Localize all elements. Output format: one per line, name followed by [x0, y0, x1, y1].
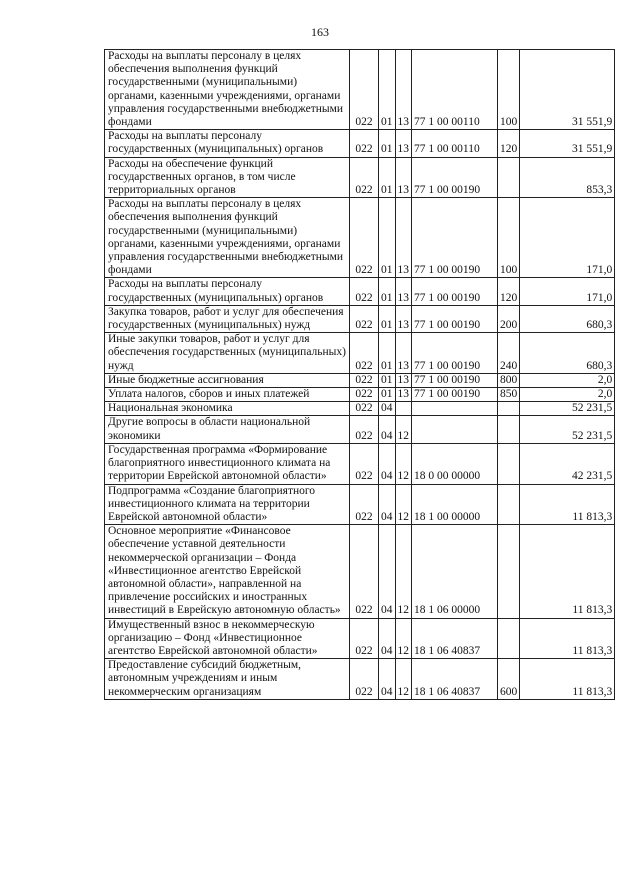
row-name-cell: Государственная программа «Формирование благоприятного инвестиционного климата на территории Еврейской автономной области»: [105, 443, 350, 484]
ved-code-cell: 022: [350, 278, 379, 305]
section-code-cell: 04: [379, 416, 396, 443]
row-name-cell: Иные закупки товаров, работ и услуг для обеспечения государственных (муниципальных) нужд: [105, 333, 350, 374]
subsection-code-cell: 13: [395, 305, 412, 332]
amount-cell: 171,0: [520, 278, 615, 305]
expense-type-code-cell: [498, 402, 520, 416]
target-article-code-cell: [412, 416, 498, 443]
section-code-cell: 01: [379, 198, 396, 278]
table-row: [105, 443, 615, 484]
expense-type-code-cell: [498, 525, 520, 618]
expense-type-code-cell: 850: [498, 388, 520, 402]
subsection-code-cell: 13: [395, 198, 412, 278]
row-name-cell: Расходы на обеспечение функций государственных органов, в том числе территориальных органов: [105, 157, 350, 198]
amount-cell: 31 551,9: [520, 50, 615, 130]
section-code-cell: 01: [379, 157, 396, 198]
table-row: [105, 416, 615, 443]
amount-cell: 31 551,9: [520, 130, 615, 157]
target-article-code-cell: 18 0 00 00000: [412, 443, 498, 484]
target-article-code-cell: 18 1 06 40837: [412, 618, 498, 659]
expense-type-code-cell: [498, 416, 520, 443]
section-code-cell: 04: [379, 618, 396, 659]
amount-cell: 680,3: [520, 333, 615, 374]
row-name-cell: Расходы на выплаты персоналу в целях обеспечения выполнения функций государственными (муниципальными) органами, казенными учреждениями, органами управления государственными внебюджетными фондами: [105, 50, 350, 130]
subsection-code-cell: 13: [395, 278, 412, 305]
row-name-cell: Закупка товаров, работ и услуг для обеспечения государственных (муниципальных) нужд: [105, 305, 350, 332]
ved-code-cell: 022: [350, 157, 379, 198]
subsection-code-cell: 12: [395, 443, 412, 484]
ved-code-cell: 022: [350, 50, 379, 130]
subsection-code-cell: 12: [395, 618, 412, 659]
expense-type-code-cell: 100: [498, 50, 520, 130]
section-code-cell: 01: [379, 50, 396, 130]
expense-type-code-cell: [498, 484, 520, 525]
subsection-code-cell: 13: [395, 373, 412, 387]
target-article-code-cell: 77 1 00 00110: [412, 130, 498, 157]
section-code-cell: 01: [379, 305, 396, 332]
table-row: [105, 305, 615, 332]
amount-cell: 52 231,5: [520, 402, 615, 416]
target-article-code-cell: [412, 402, 498, 416]
target-article-code-cell: 77 1 00 00190: [412, 373, 498, 387]
ved-code-cell: 022: [350, 618, 379, 659]
expense-type-code-cell: 240: [498, 333, 520, 374]
table-row: [105, 659, 615, 700]
row-name-cell: Расходы на выплаты персоналу в целях обеспечения выполнения функций государственными (муниципальными) органами, казенными учреждениями, органами управления государственными внебюджетными фондами: [105, 198, 350, 278]
subsection-code-cell: 13: [395, 333, 412, 374]
target-article-code-cell: 77 1 00 00190: [412, 278, 498, 305]
subsection-code-cell: 12: [395, 484, 412, 525]
amount-cell: 52 231,5: [520, 416, 615, 443]
ved-code-cell: 022: [350, 198, 379, 278]
table-row: [105, 198, 615, 278]
subsection-code-cell: 12: [395, 525, 412, 618]
ved-code-cell: 022: [350, 416, 379, 443]
table-row: [105, 333, 615, 374]
subsection-code-cell: 13: [395, 50, 412, 130]
ved-code-cell: 022: [350, 402, 379, 416]
amount-cell: 11 813,3: [520, 659, 615, 700]
table-row: [105, 157, 615, 198]
row-name-cell: Иные бюджетные ассигнования: [105, 373, 350, 387]
subsection-code-cell: [395, 402, 412, 416]
table-row: [105, 402, 615, 416]
ved-code-cell: 022: [350, 373, 379, 387]
target-article-code-cell: 18 1 00 00000: [412, 484, 498, 525]
amount-cell: 42 231,5: [520, 443, 615, 484]
subsection-code-cell: 13: [395, 130, 412, 157]
amount-cell: 680,3: [520, 305, 615, 332]
amount-cell: 853,3: [520, 157, 615, 198]
expense-type-code-cell: 800: [498, 373, 520, 387]
section-code-cell: 01: [379, 333, 396, 374]
section-code-cell: 04: [379, 525, 396, 618]
expense-type-code-cell: 600: [498, 659, 520, 700]
target-article-code-cell: 18 1 06 00000: [412, 525, 498, 618]
table-row: [105, 388, 615, 402]
target-article-code-cell: 77 1 00 00190: [412, 305, 498, 332]
target-article-code-cell: 77 1 00 00190: [412, 388, 498, 402]
budget-table: [104, 49, 615, 700]
row-name-cell: Расходы на выплаты персоналу государственных (муниципальных) органов: [105, 278, 350, 305]
ved-code-cell: 022: [350, 484, 379, 525]
target-article-code-cell: 77 1 00 00110: [412, 50, 498, 130]
section-code-cell: 01: [379, 388, 396, 402]
row-name-cell: Основное мероприятие «Финансовое обеспечение уставной деятельности некоммерческой организации – Фонда «Инвестиционное агентство Еврейской автономной области», направленной на привлечение российских и иностранных инвестиций в Еврейскую автономную область»: [105, 525, 350, 618]
table-row: [105, 278, 615, 305]
ved-code-cell: 022: [350, 305, 379, 332]
section-code-cell: 01: [379, 278, 396, 305]
target-article-code-cell: 77 1 00 00190: [412, 198, 498, 278]
section-code-cell: 04: [379, 484, 396, 525]
section-code-cell: 01: [379, 373, 396, 387]
expense-type-code-cell: [498, 157, 520, 198]
expense-type-code-cell: 120: [498, 130, 520, 157]
subsection-code-cell: 12: [395, 416, 412, 443]
amount-cell: 11 813,3: [520, 618, 615, 659]
ved-code-cell: 022: [350, 130, 379, 157]
row-name-cell: Другие вопросы в области национальной экономики: [105, 416, 350, 443]
target-article-code-cell: 18 1 06 40837: [412, 659, 498, 700]
table-row: [105, 50, 615, 130]
row-name-cell: Уплата налогов, сборов и иных платежей: [105, 388, 350, 402]
page-number: 163: [311, 25, 329, 39]
table-row: [105, 373, 615, 387]
ved-code-cell: 022: [350, 525, 379, 618]
section-code-cell: 01: [379, 130, 396, 157]
ved-code-cell: 022: [350, 388, 379, 402]
section-code-cell: 04: [379, 402, 396, 416]
amount-cell: 11 813,3: [520, 525, 615, 618]
table-row: [105, 618, 615, 659]
row-name-cell: Предоставление субсидий бюджетным, автономным учреждениям и иным некоммерческим организациям: [105, 659, 350, 700]
ved-code-cell: 022: [350, 443, 379, 484]
ved-code-cell: 022: [350, 333, 379, 374]
table-row: [105, 484, 615, 525]
row-name-cell: Имущественный взнос в некоммерческую организацию – Фонд «Инвестиционное агентство Еврейской автономной области»: [105, 618, 350, 659]
subsection-code-cell: 13: [395, 388, 412, 402]
expense-type-code-cell: 100: [498, 198, 520, 278]
expense-type-code-cell: 120: [498, 278, 520, 305]
row-name-cell: Расходы на выплаты персоналу государственных (муниципальных) органов: [105, 130, 350, 157]
target-article-code-cell: 77 1 00 00190: [412, 333, 498, 374]
row-name-cell: Национальная экономика: [105, 402, 350, 416]
target-article-code-cell: 77 1 00 00190: [412, 157, 498, 198]
subsection-code-cell: 12: [395, 659, 412, 700]
ved-code-cell: 022: [350, 659, 379, 700]
expense-type-code-cell: [498, 618, 520, 659]
expense-type-code-cell: 200: [498, 305, 520, 332]
row-name-cell: Подпрограмма «Создание благоприятного инвестиционного климата на территории Еврейской автономной области»: [105, 484, 350, 525]
amount-cell: 171,0: [520, 198, 615, 278]
amount-cell: 11 813,3: [520, 484, 615, 525]
subsection-code-cell: 13: [395, 157, 412, 198]
section-code-cell: 04: [379, 659, 396, 700]
section-code-cell: 04: [379, 443, 396, 484]
amount-cell: 2,0: [520, 388, 615, 402]
budget-table-body: [105, 50, 615, 700]
expense-type-code-cell: [498, 443, 520, 484]
amount-cell: 2,0: [520, 373, 615, 387]
table-row: [105, 525, 615, 618]
table-row: [105, 130, 615, 157]
